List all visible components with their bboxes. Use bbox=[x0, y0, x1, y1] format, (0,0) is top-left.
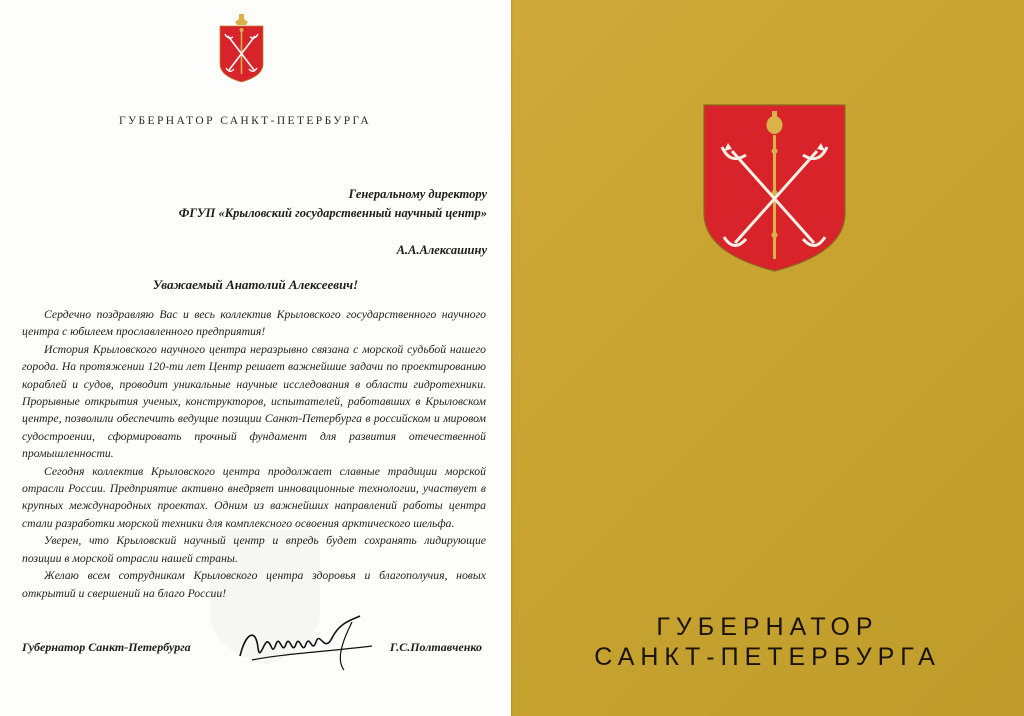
signatory-name: Г.С.Полтавченко bbox=[389, 640, 482, 654]
spb-coat-of-arms-icon bbox=[702, 103, 847, 273]
cover-title-line1: ГУБЕРНАТОР bbox=[656, 613, 879, 641]
salutation: Уважаемый Анатолий Алексеевич! bbox=[152, 277, 359, 292]
cover-page bbox=[511, 0, 1024, 716]
letterhead-title: ГУБЕРНАТОР САНКТ-ПЕТЕРБУРГА bbox=[118, 115, 372, 127]
letter-page bbox=[0, 0, 511, 716]
letter-paragraph: Сердечно поздравляю Вас и весь коллектив Крыловского государственного научного центра с юбилеем прославленного предприятия! bbox=[22, 308, 486, 339]
letter-paragraph: Уверен, что Крыловский научный центр и впредь будет сохранять лидирующие позиции в морской отрасли нашей страны. bbox=[22, 534, 486, 565]
signatory-position: Губернатор Санкт-Петербурга bbox=[22, 640, 191, 654]
cover-title bbox=[511, 612, 1024, 672]
letter-paragraph: История Крыловского научного центра неразрывно связана с морской судьбой нашего города. На протяжении 120-ти лет Центр решает важнейшие задачи по проектированию кораблей и судов, проводит уникальные научные исследования в области гидротехники. Прорывные открытия ученых, конструкторов, испытателей, работавших в Крыловском центре, позволили обеспечить ведущие позиции Санкт-Петербурга в российском и мировом судостроении, сформировать прочный фундамент для развития отечественной промышленности. bbox=[22, 342, 486, 461]
letter-paragraph: Желаю всем сотрудникам Крыловского центра здоровья и благополучия, новых открытий и свершений на благо России! bbox=[22, 569, 486, 600]
handwritten-signature-icon bbox=[232, 612, 382, 676]
page-fold-divider bbox=[511, 0, 513, 716]
addressee-block bbox=[179, 185, 487, 260]
spb-coat-of-arms-icon bbox=[218, 12, 265, 84]
letter-paragraph: Сегодня коллектив Крыловского центра продолжает славные традиции морской отрасли России. Предприятие активно внедряет инновационные технологии, участвует в крупных международных проектах. Одним из важнейших направлений работы центра стали разработки морской техники для комплексного освоения арктического шельфа. bbox=[22, 464, 486, 530]
addressee-name: А.А.Алексашину bbox=[396, 243, 487, 257]
cover-title-line2: САНКТ-ПЕТЕРБУРГА bbox=[594, 643, 941, 671]
addressee-organization: ФГУП «Крыловский государственный научный центр» bbox=[178, 206, 487, 220]
addressee-position: Генеральному директору bbox=[348, 187, 487, 201]
letter-body bbox=[22, 306, 486, 602]
